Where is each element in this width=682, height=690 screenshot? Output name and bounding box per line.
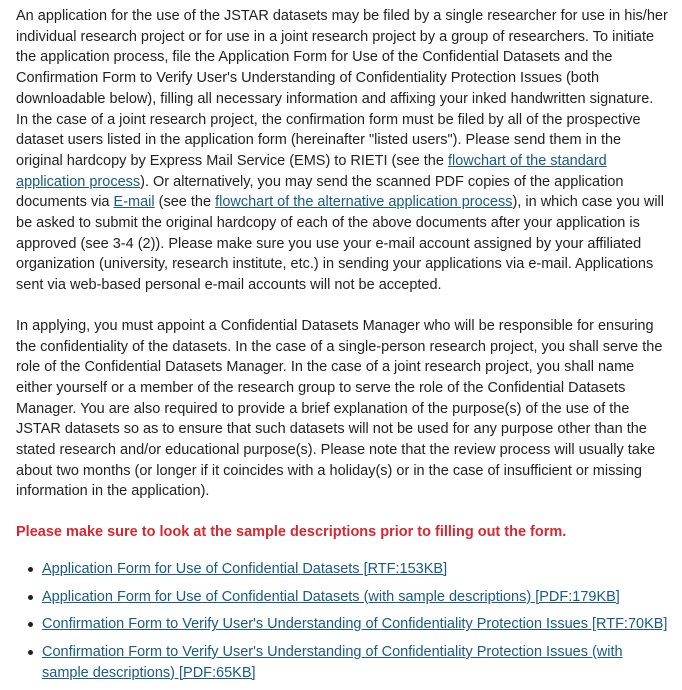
- list-item: [42, 642, 668, 683]
- manager-paragraph: In applying, you must appoint a Confidential Datasets Manager who will be responsible for ensuring the confidentiality of the datasets. In the case of a single-person research project, you shall serve the role of the Confidential Datasets Manager. In the case of a joint research project, you shall name either yourself or a member of the research group to serve the role of the Confidential Datasets Manager. You are also required to provide a brief explanation of the purpose(s) of the use of the JSTAR datasets so as to ensure that such datasets will not be used for any purpose other than the stated research and/or educational purpose(s). Please note that the review process will usually take about two months (or longer if it coincides with a holiday(s) or in the case of insufficient or missing information in the application).: [16, 317, 663, 500]
- main-content: [16, 6, 668, 690]
- intro-text-1: An application for the use of the JSTAR datasets may be filed by a single researcher for use in his/her individual research project or for use in a joint research project by a group of researchers. To initiate the application process, file the Application Form for Use of the Confidential Datasets and the Confirmation Form to Verify User's Understanding of Confidentiality Protection Issues (both downloadable below), filling all necessary information and affixing your inked handwritten signature. In the case of a joint research project, the confirmation form must be filed by all of the prospective dataset users listed in the application form (hereinafter "listed users"). Please send them in the original hardcopy by Express Mail Service (EMS) to RIETI (see the: [16, 8, 668, 169]
- bullet-icon: [28, 567, 33, 572]
- sample-warning: Please make sure to look at the sample descriptions prior to filling out the form.: [16, 524, 567, 541]
- bullet-icon: [28, 650, 33, 655]
- list-item: [42, 559, 668, 580]
- confirmation-form-rtf-link[interactable]: Confirmation Form to Verify User's Understanding of Confidentiality Protection Issues [RTF:70KB]: [42, 616, 668, 633]
- email-link[interactable]: E-mail: [113, 194, 155, 211]
- intro-paragraph: [16, 6, 668, 296]
- bullet-icon: [28, 595, 33, 600]
- intro-text-4: ), in which case you will be asked to submit the original hardcopy of each of the above documents after your application is approved (see 3-4 (2)). Please make sure you use your e-mail account assigned by your affiliated organization (university, research institute, etc.) in sending your applications via e-mail. Applications sent via web-based personal e-mail accounts will not be accepted.: [16, 194, 664, 294]
- list-item: [42, 587, 668, 608]
- download-list: [16, 559, 668, 684]
- intro-text-2: ). Or alternatively, you may send the scanned PDF copies of the application documents via: [16, 173, 624, 211]
- alternative-process-flowchart-link[interactable]: flowchart of the alternative application process: [215, 194, 513, 211]
- bullet-icon: [28, 622, 33, 627]
- intro-text-3: (see the: [154, 194, 216, 211]
- confirmation-form-sample-pdf-link[interactable]: Confirmation Form to Verify User's Understanding of Confidentiality Protection Issues (with sample descriptions) [PDF:65KB]: [42, 643, 623, 681]
- list-item: [42, 614, 668, 635]
- application-form-rtf-link[interactable]: Application Form for Use of Confidential Datasets [RTF:153KB]: [42, 560, 448, 577]
- standard-process-flowchart-link[interactable]: flowchart of the standard application process: [16, 152, 607, 190]
- application-form-sample-pdf-link[interactable]: Application Form for Use of Confidential Datasets (with sample descriptions) [PDF:179KB]: [42, 588, 620, 605]
